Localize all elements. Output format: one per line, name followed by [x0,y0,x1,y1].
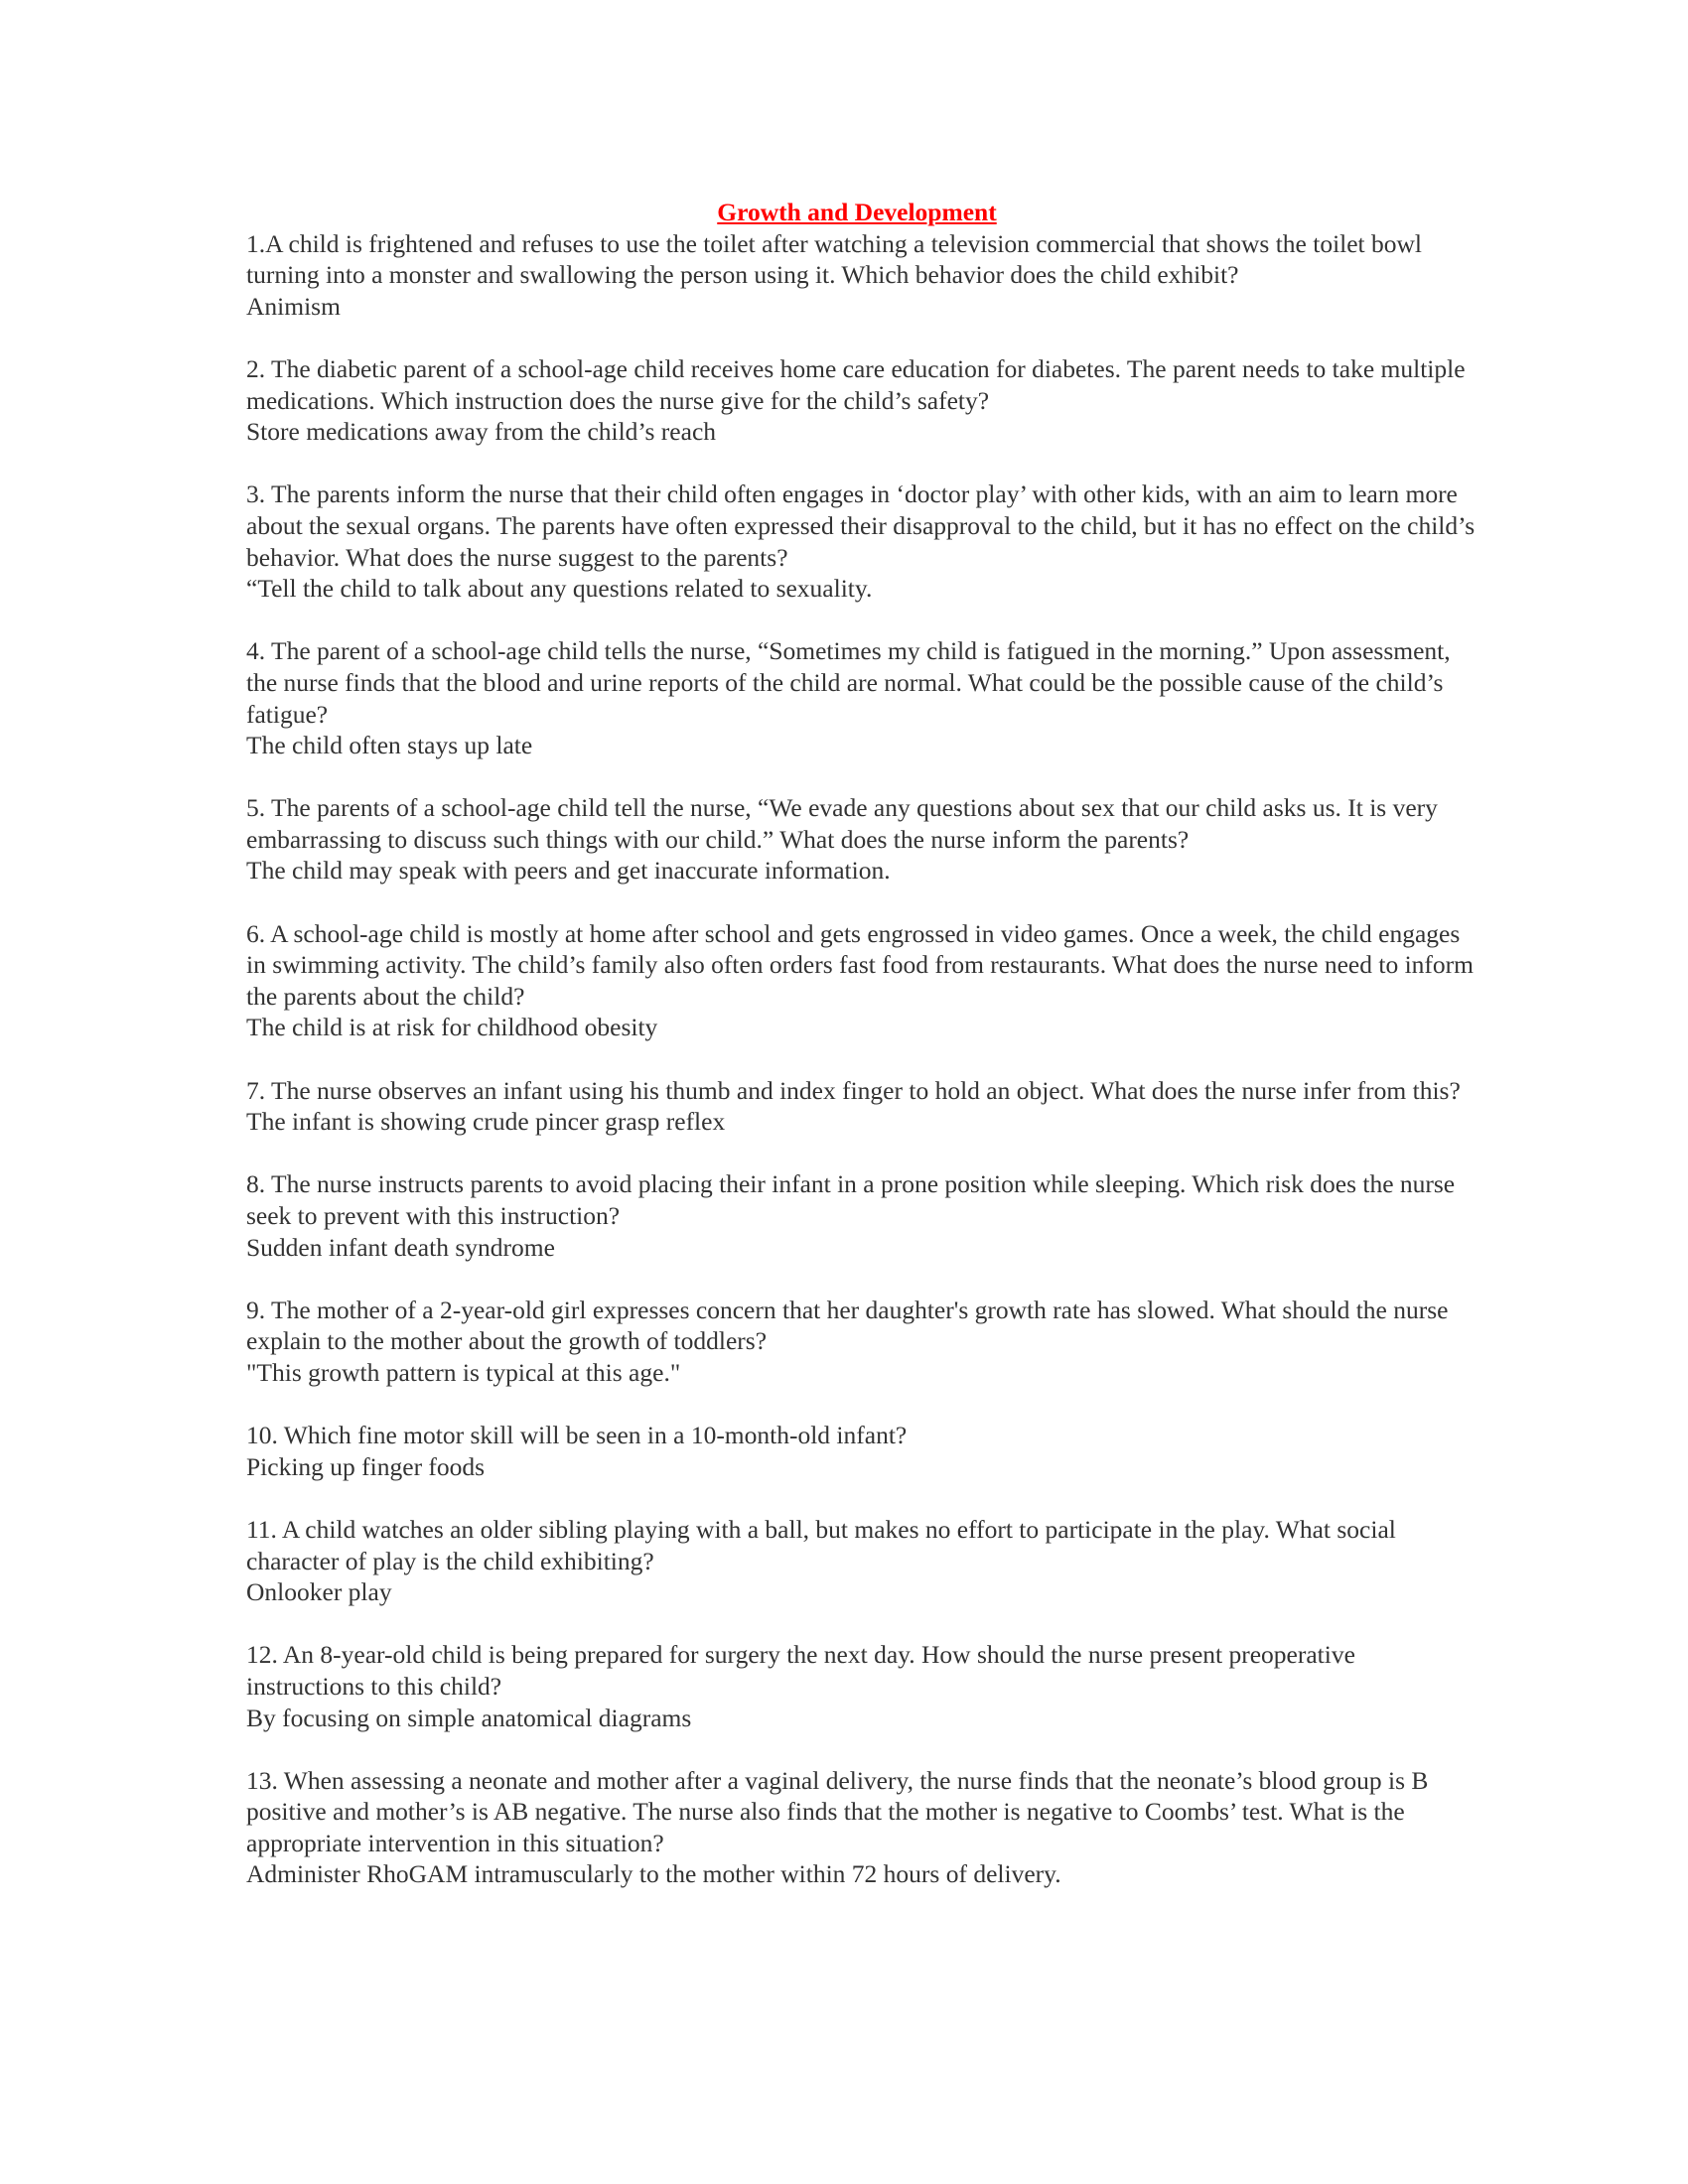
qa-item-9 [246,1295,1477,1389]
answer-10: Picking up finger foods [246,1451,486,1481]
qa-item-4 [246,635,1477,760]
question-8: 8. The nurse instructs parents to avoid placing their infant in a prone position while sleeping. Which risk does the nurse seek to prevent with this instruction? [246,1169,1456,1230]
answer-3: “Tell the child to talk about any questions related to sexuality. [246,574,873,604]
question-1: 1.A child is frightened and refuses to use the toilet after watching a television commercial that shows the toilet bowl turning into a monster and swallowing the person using it. Which behavior does the child exhibit? [246,228,1423,290]
question-10: 10. Which fine motor skill will be seen in a 10-month-old infant? [246,1421,908,1450]
qa-item-11 [246,1514,1477,1608]
answer-11: Onlooker play [246,1577,392,1607]
document-title: Growth and Development [717,198,997,226]
answer-9: "This growth pattern is typical at this age." [246,1357,681,1387]
qa-item-13 [246,1765,1477,1890]
qa-item-12 [246,1639,1477,1733]
answer-4: The child often stays up late [246,731,533,760]
answer-6: The child is at risk for childhood obesity [246,1013,658,1042]
question-3: 3. The parents inform the nurse that their child often engages in ‘doctor play’ with other kids, with an aim to learn more about the sexual organs. The parents have often expressed their disapproval to the child, but it has no effect on the child’s behavior. What does the nurse suggest to the parents? [246,479,1476,572]
qa-item-5 [246,792,1477,887]
qa-item-6 [246,918,1477,1043]
question-9: 9. The mother of a 2-year-old girl expresses concern that her daughter's growth rate has slowed. What should the nurse explain to the mother about the growth of toddlers? [246,1295,1449,1356]
answer-5: The child may speak with peers and get inaccurate information. [246,856,891,886]
qa-item-3 [246,478,1477,604]
question-7: 7. The nurse observes an infant using his thumb and index finger to hold an object. What does the nurse infer from this? [246,1075,1461,1105]
qa-item-7 [246,1075,1477,1138]
question-2: 2. The diabetic parent of a school-age child receives home care education for diabetes. The parent needs to take multiple medications. Which instruction does the nurse give for the child’s safety? [246,353,1466,415]
qa-item-10 [246,1420,1477,1482]
question-11: 11. A child watches an older sibling playing with a ball, but makes no effort to participate in the play. What social character of play is the child exhibiting? [246,1514,1396,1575]
question-13: 13. When assessing a neonate and mother after a vaginal delivery, the nurse finds that the neonate’s blood group is B positive and mother’s is AB negative. The nurse also finds that the mother is negative to Coombs’ test. What is the appropriate intervention in this situation? [246,1765,1429,1857]
qa-item-8 [246,1168,1477,1263]
question-6: 6. A school-age child is mostly at home after school and gets engrossed in video games. Once a week, the child engages in swimming activity. The child’s family also often orders fast food from restaurants. What does the nurse need to inform the parents about the child? [246,918,1474,1011]
question-5: 5. The parents of a school-age child tell the nurse, “We evade any questions about sex that our child asks us. It is very embarrassing to discuss such things with our child.” What does the nurse inform the parents? [246,793,1438,854]
qa-item-1 [246,228,1477,323]
question-4: 4. The parent of a school-age child tells the nurse, “Sometimes my child is fatigued in the morning.” Upon assessment, the nurse finds that the blood and urine reports of the child are normal. What could be the possible cause of the child’s fatigue? [246,636,1451,729]
answer-12: By focusing on simple anatomical diagrams [246,1703,692,1732]
answer-13: Administer RhoGAM intramuscularly to the mother within 72 hours of delivery. [246,1859,1061,1889]
document-page [246,197,1477,1922]
question-12: 12. An 8-year-old child is being prepared for surgery the next day. How should the nurse present preoperative instructions to this child? [246,1640,1355,1701]
answer-8: Sudden infant death syndrome [246,1232,555,1262]
answer-7: The infant is showing crude pincer grasp reflex [246,1107,726,1137]
answer-2: Store medications away from the child’s reach [246,417,717,447]
qa-item-2 [246,353,1477,448]
answer-1: Animism [246,291,341,321]
